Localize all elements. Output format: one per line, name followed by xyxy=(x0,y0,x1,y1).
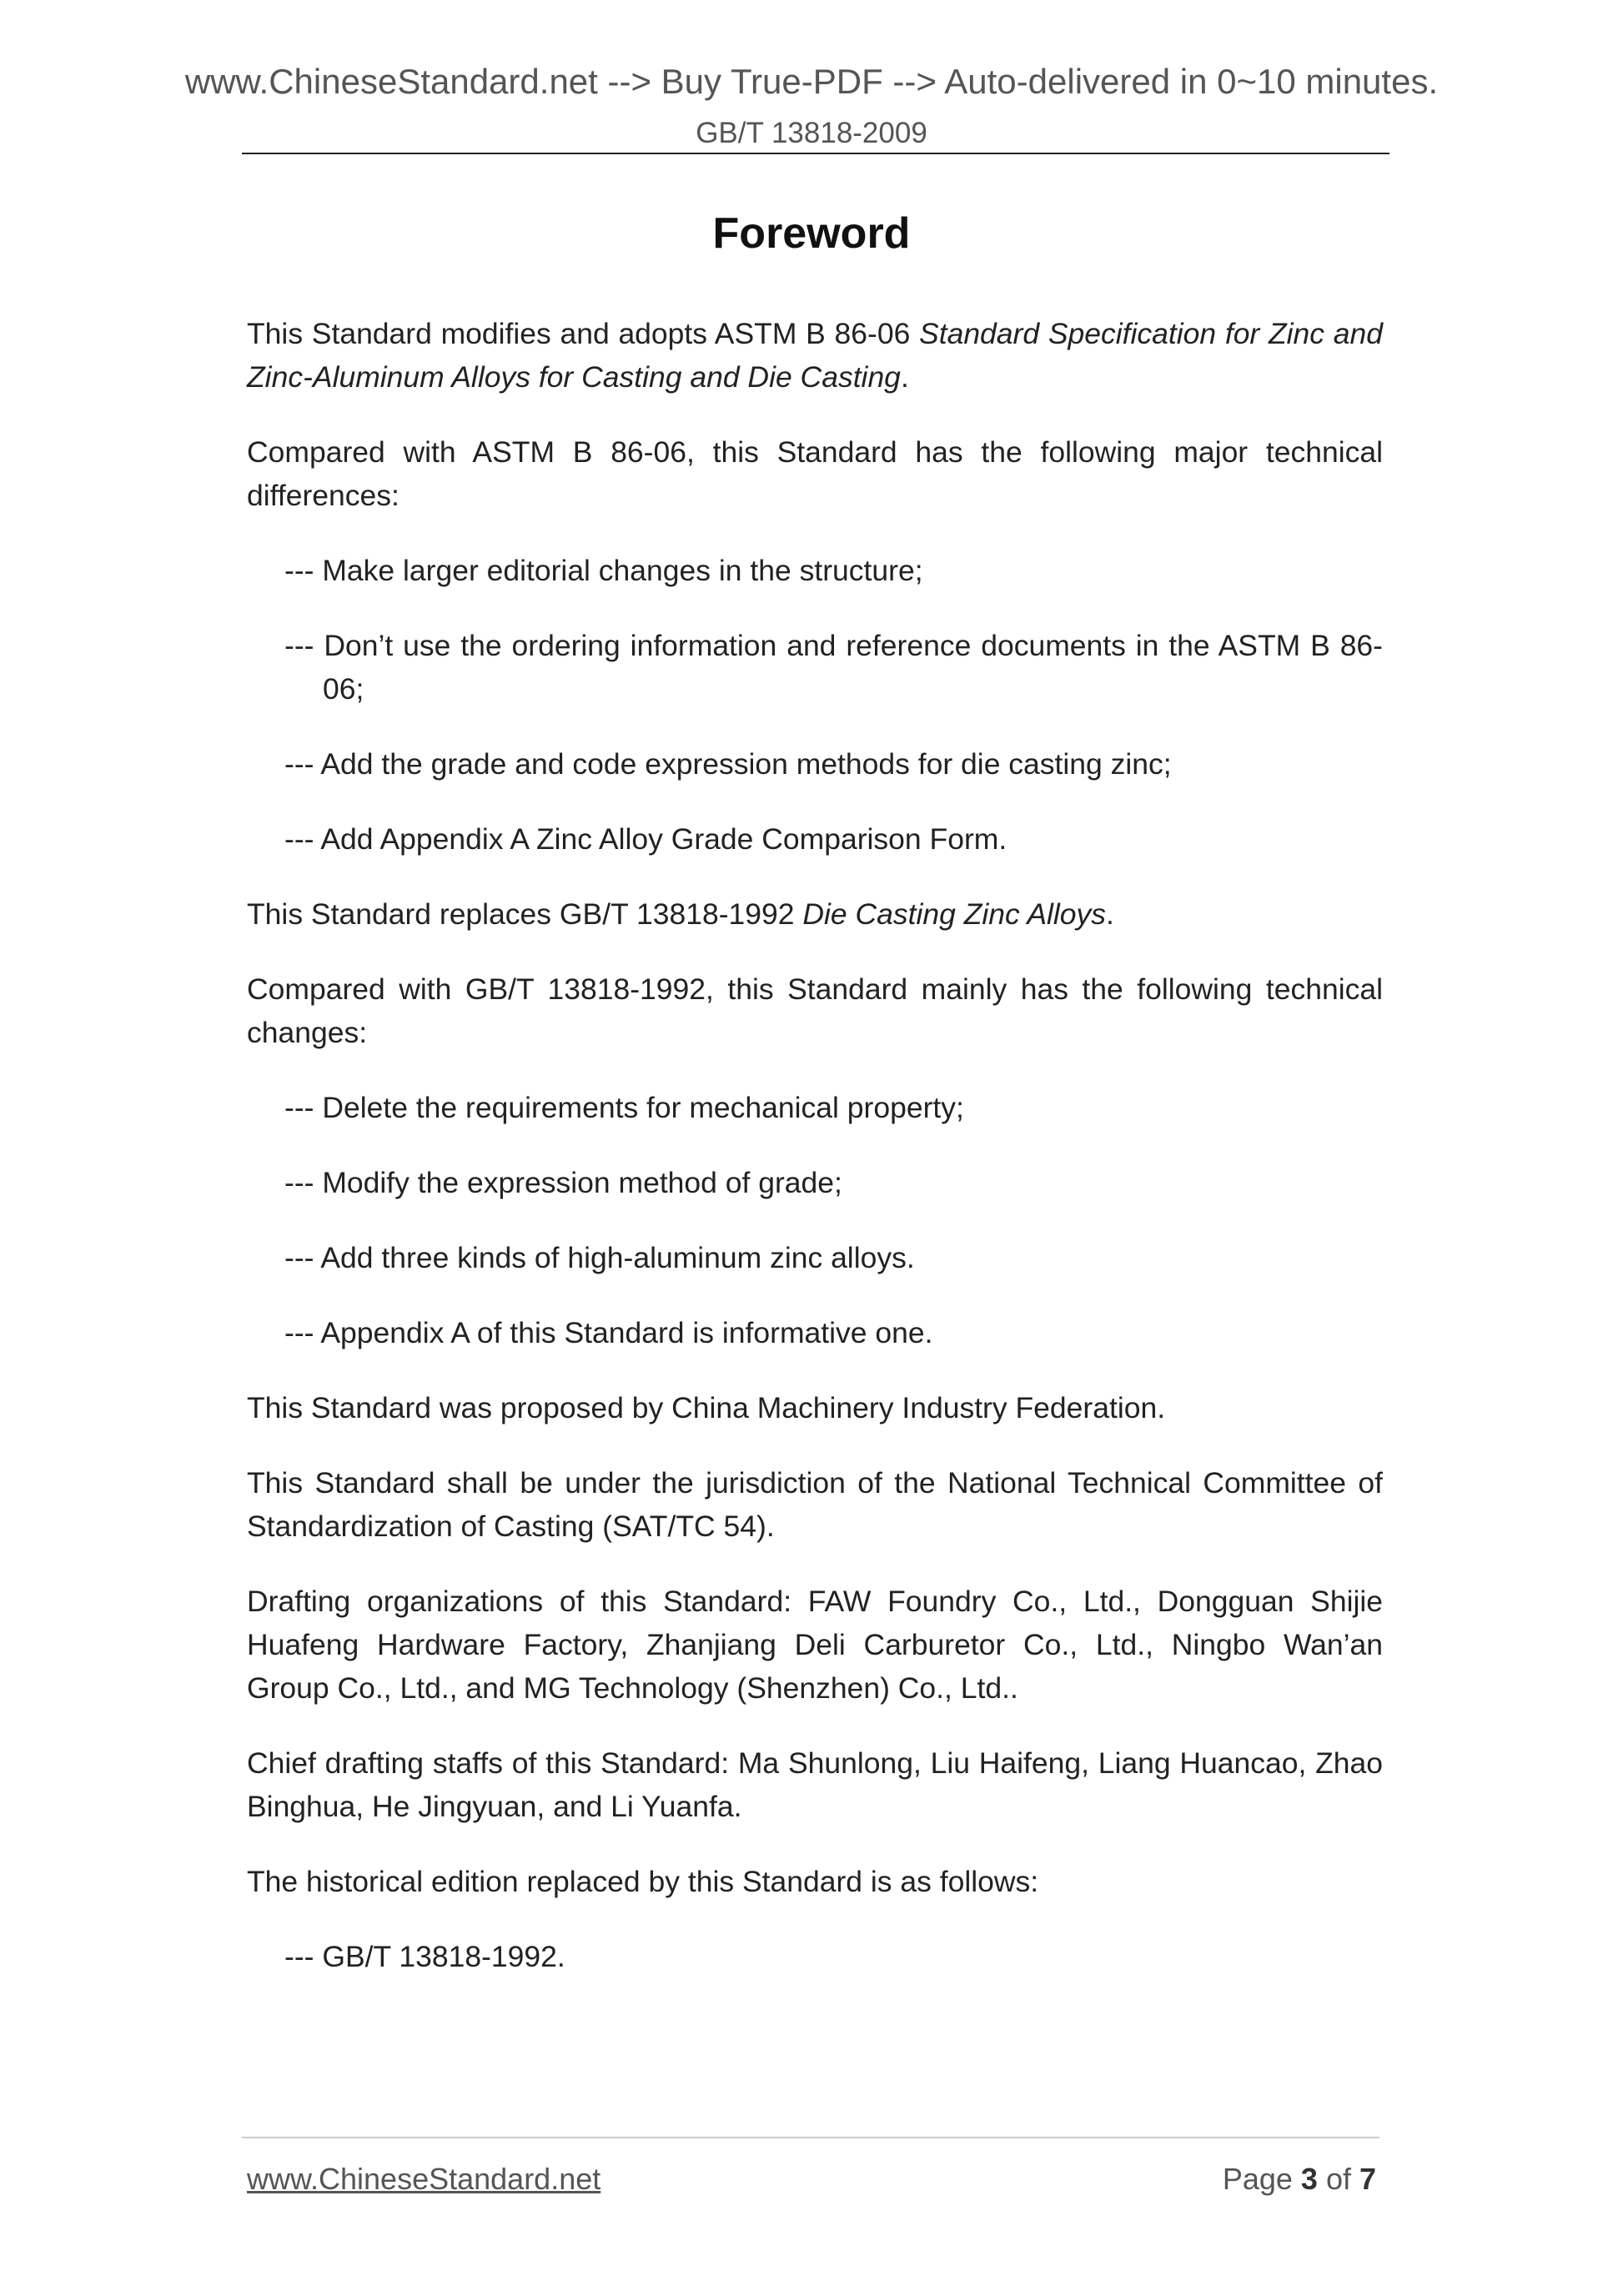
paragraph-jurisdiction: This Standard shall be under the jurisdiction of the National Technical Committee of Standardization of Casting (SAT/TC 54). xyxy=(247,1466,1383,1543)
page-total: 7 xyxy=(1359,2162,1376,2196)
replaced-standard-title: Die Casting Zinc Alloys xyxy=(802,897,1107,931)
document-body xyxy=(247,312,1383,2010)
paragraph-astm-differences: Compared with ASTM B 86-06, this Standard has the following major technical differences: xyxy=(247,435,1383,512)
paragraph-historical-edition: The historical edition replaced by this Standard is as follows: xyxy=(247,1865,1039,1898)
list-item: --- Add the grade and code expression methods for die casting zinc; xyxy=(284,747,1172,781)
header-banner: www.ChineseStandard.net --> Buy True-PDF --> Auto-delivered in 0~10 minutes. xyxy=(184,62,1439,101)
list-item: --- Delete the requirements for mechanical property; xyxy=(284,1091,964,1124)
paragraph-adoption: This Standard modifies and adopts ASTM B 86-06 Standard Specification for Zinc and Zinc-Aluminum Alloys for Casting and Die Casting. xyxy=(247,317,1383,394)
paragraph-technical-changes: Compared with GB/T 13818-1992, this Standard mainly has the following technical changes: xyxy=(247,972,1383,1049)
list-item: --- Appendix A of this Standard is informative one. xyxy=(284,1316,933,1349)
footer-site-link[interactable]: www.ChineseStandard.net xyxy=(247,2162,601,2196)
standard-code: GB/T 13818-2009 xyxy=(696,117,927,149)
page-title: Foreword xyxy=(712,209,911,258)
paragraph-replaces: This Standard replaces GB/T 13818-1992 Die Casting Zinc Alloys. xyxy=(247,897,1114,931)
page-current: 3 xyxy=(1300,2162,1318,2196)
list-item: --- Add Appendix A Zinc Alloy Grade Comparison Form. xyxy=(284,822,1007,856)
list-item: --- GB/T 13818-1992. xyxy=(284,1940,565,1973)
list-item: --- Modify the expression method of grade; xyxy=(284,1166,842,1199)
list-item: --- Add three kinds of high-aluminum zinc alloys. xyxy=(284,1241,915,1274)
header-divider xyxy=(242,153,1389,154)
astm-title: Standard Specification for Zinc and Zinc-Aluminum Alloys for Casting and Die Casting xyxy=(247,317,1383,394)
list-item: --- Make larger editorial changes in the structure; xyxy=(284,554,923,587)
list-item: --- Don’t use the ordering information and reference documents in the ASTM B 86-06; xyxy=(284,629,1383,706)
paragraph-drafting-staff: Chief drafting staffs of this Standard: Ma Shunlong, Liu Haifeng, Liang Huancao, Zhao Binghua, He Jingyuan, and Li Yuanfa. xyxy=(247,1746,1383,1823)
page-number: Page 3 of 7 xyxy=(1222,2162,1376,2196)
paragraph-proposed-by: This Standard was proposed by China Machinery Industry Federation. xyxy=(247,1391,1166,1424)
paragraph-drafting-organizations: Drafting organizations of this Standard: FAW Foundry Co., Ltd., Dongguan Shijie Huafeng Hardware Factory, Zhanjiang Deli Carburetor Co., Ltd., Ningbo Wan’an Group Co., Ltd., and MG Technology (Shenzhen) Co., Ltd.. xyxy=(247,1585,1383,1705)
footer-divider xyxy=(242,2137,1379,2138)
